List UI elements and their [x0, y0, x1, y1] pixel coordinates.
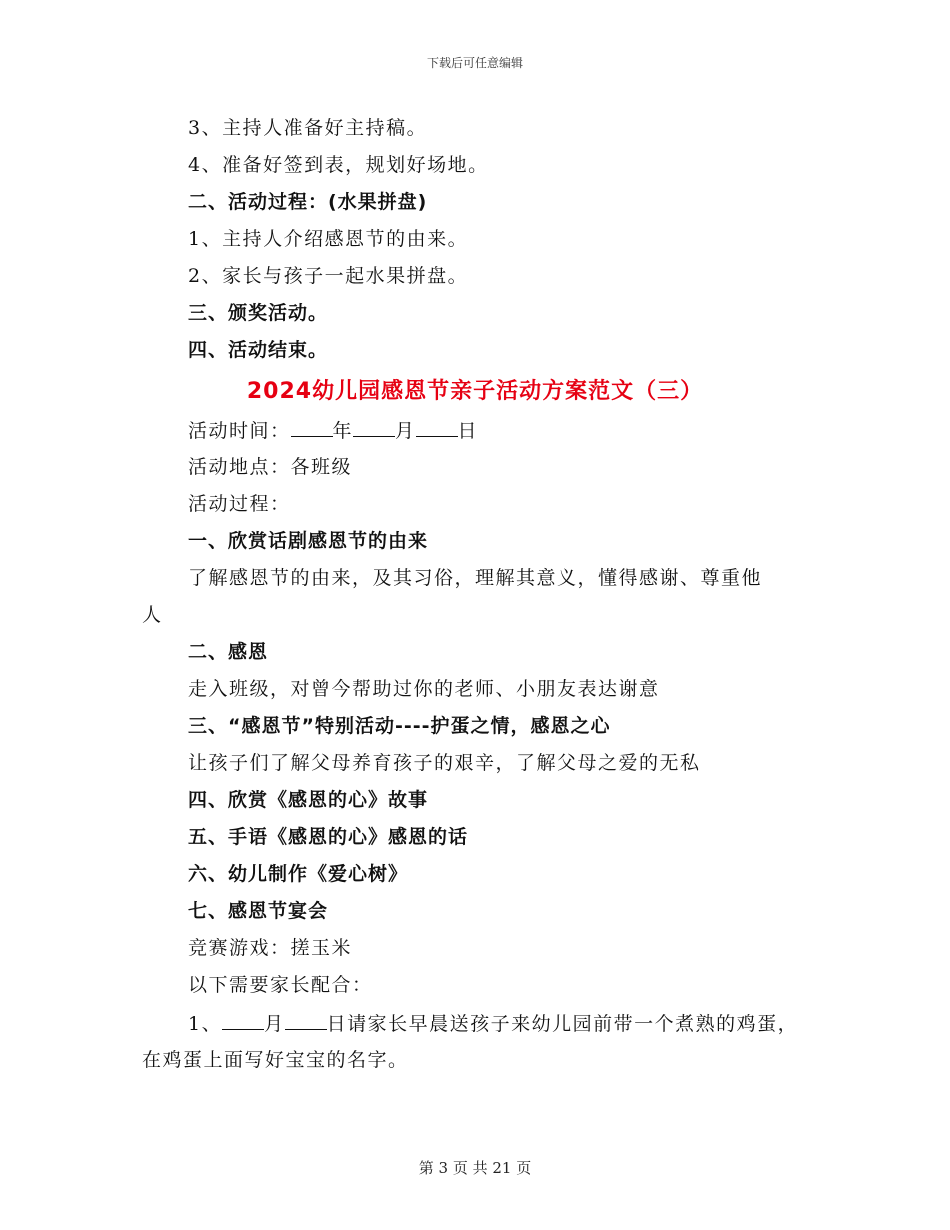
step-3-heading: 三、“感恩节”特别活动----护蛋之情，感恩之心: [188, 715, 611, 737]
step-1-text: 了解感恩节的由来，及其习俗，理解其意义，懂得感谢、尊重他: [188, 567, 763, 589]
document-title: 2024幼儿园感恩节亲子活动方案范文（三）: [246, 379, 704, 404]
p1-day-blank: [285, 1011, 327, 1030]
step-3-text: 让孩子们了解父母养育孩子的艰辛，了解父母之爱的无私: [188, 752, 701, 774]
section-heading-process: 二、活动过程：(水果拼盘): [188, 191, 428, 213]
parent-item-1-wrap: 在鸡蛋上面写好宝宝的名字。: [142, 1049, 409, 1071]
header-note: 下载后可任意编辑: [426, 56, 523, 70]
process-item-1: 1、主持人介绍感恩节的由来。: [188, 228, 469, 250]
activity-place: 活动地点：各班级: [188, 456, 353, 478]
prep-item-4: 4、准备好签到表，规划好场地。: [188, 154, 489, 176]
prep-item-3: 3、主持人准备好主持稿。: [188, 117, 428, 139]
step-1-text-wrap: 人: [142, 604, 163, 626]
p1-month-label: 月: [264, 1013, 285, 1035]
parent-item-1: [188, 1011, 798, 1036]
step-2-text: 走入班级，对曾今帮助过你的老师、小朋友表达谢意: [188, 678, 660, 700]
year-label: 年: [332, 420, 354, 442]
step-5-heading: 五、手语《感恩的心》感恩的话: [188, 826, 469, 848]
step-6-heading: 六、幼儿制作《爱心树》: [188, 863, 409, 885]
day-blank: [416, 418, 458, 437]
page-number: 第 3 页 共 21 页: [418, 1159, 532, 1177]
parent-item-1-rest: 日请家长早晨送孩子来幼儿园前带一个煮熟的鸡蛋，: [326, 1013, 799, 1035]
process-item-2: 2、家长与孩子一起水果拼盘。: [188, 265, 469, 287]
parents-note: 以下需要家长配合：: [188, 974, 373, 996]
p1-month-blank: [222, 1011, 264, 1030]
step-7-heading: 七、感恩节宴会: [188, 900, 329, 922]
activity-process-label: 活动过程：: [188, 493, 291, 515]
section-heading-awards: 三、颁奖活动。: [188, 302, 329, 324]
activity-time: [188, 418, 478, 443]
month-label: 月: [395, 420, 416, 442]
year-blank: [291, 418, 333, 437]
step-2-heading: 二、感恩: [188, 641, 269, 663]
month-blank: [353, 418, 395, 437]
activity-time-label: 活动时间：: [188, 420, 291, 442]
step-4-heading: 四、欣赏《感恩的心》故事: [188, 789, 429, 811]
step-1-heading: 一、欣赏话剧感恩节的由来: [188, 530, 429, 552]
parent-item-1-prefix: 1、: [188, 1013, 223, 1035]
section-heading-end: 四、活动结束。: [188, 339, 329, 361]
game-text: 竞赛游戏：搓玉米: [188, 937, 353, 959]
day-label: 日: [457, 420, 479, 442]
